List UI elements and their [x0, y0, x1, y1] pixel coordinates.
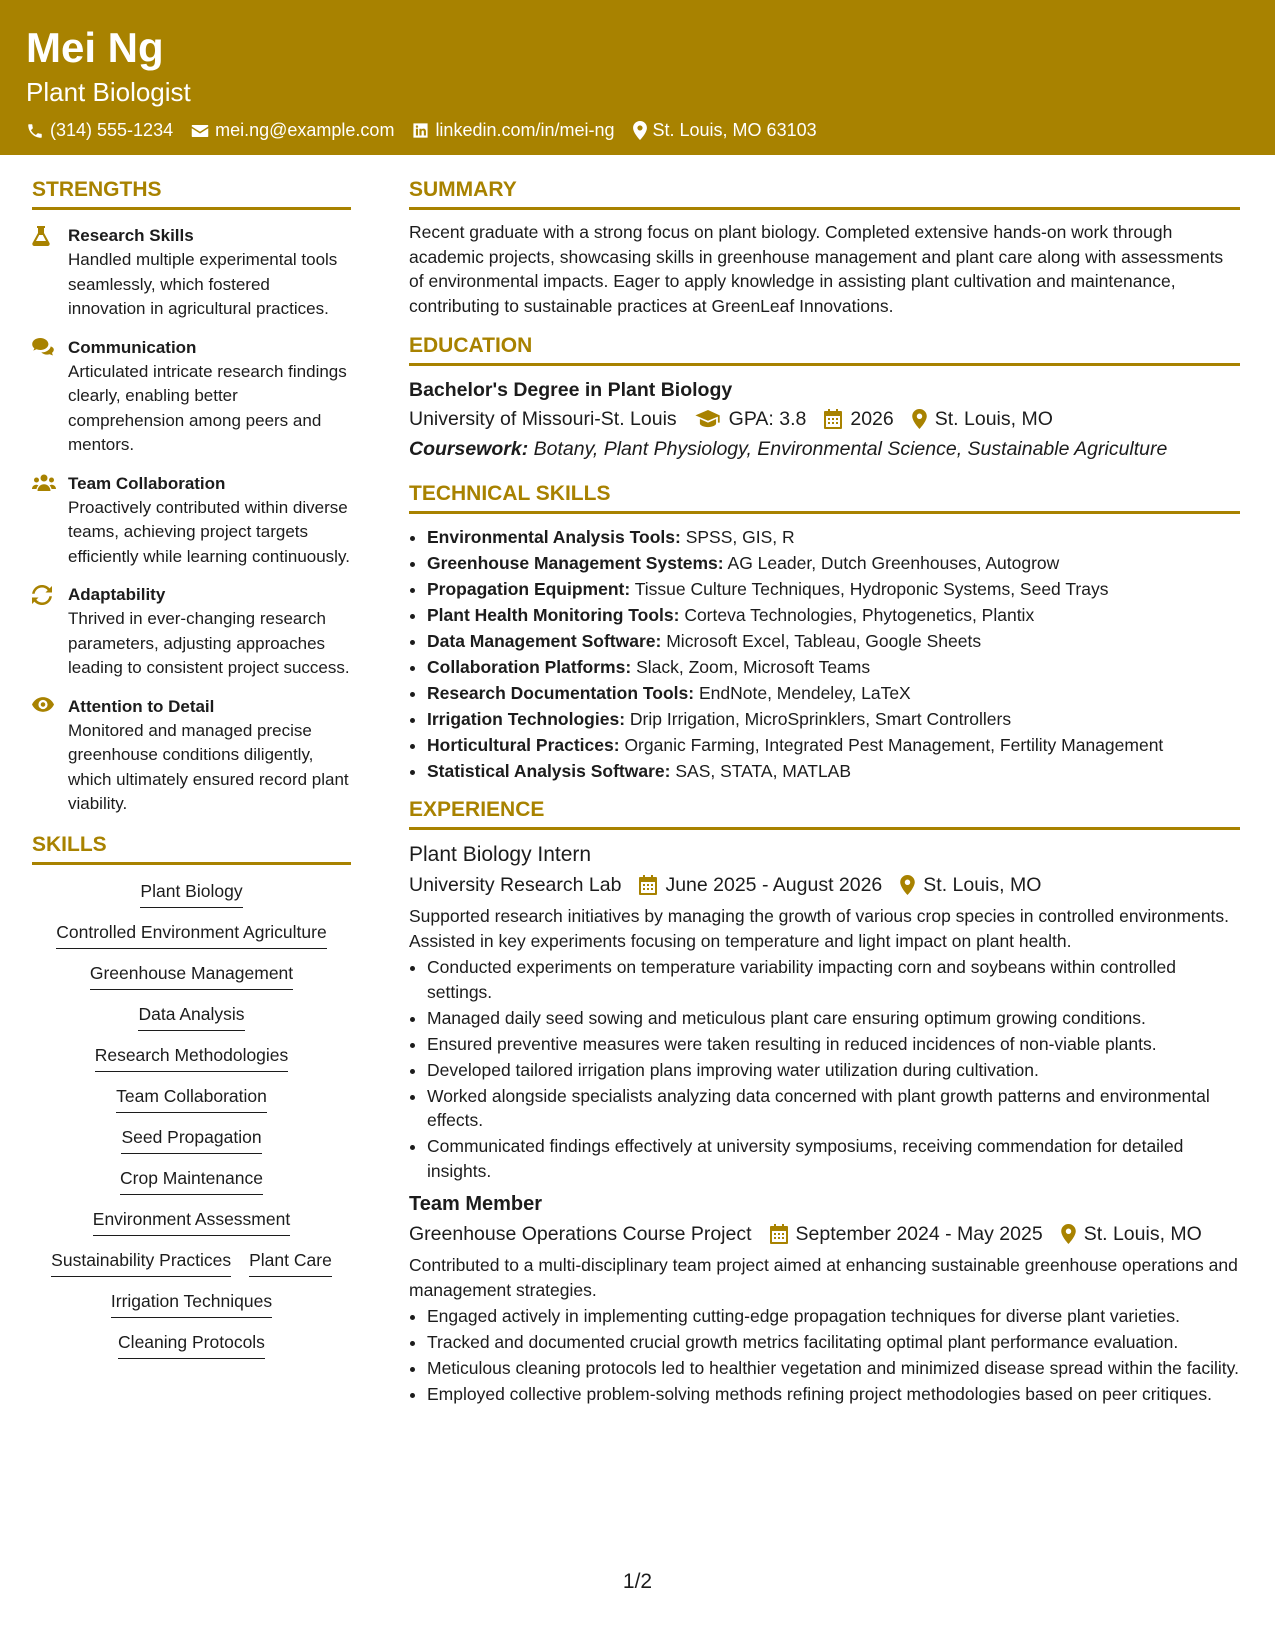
- strength-title: Team Collaboration: [68, 473, 226, 493]
- strength-title: Adaptability: [68, 585, 166, 604]
- skills-heading: SKILLS: [32, 833, 351, 865]
- list-item: [427, 732, 1240, 758]
- list-item: [427, 654, 1240, 680]
- coursework-label: Coursework:: [409, 438, 529, 460]
- users-icon: [32, 474, 56, 492]
- strengths-heading: STRENGTHS: [32, 178, 351, 210]
- tech-label: Data Management Software:: [427, 631, 662, 651]
- list-item: • Employed collective problem-solving methods refining project methodologies based on peer critiques.: [427, 1382, 1240, 1407]
- tech-label: Propagation Equipment:: [427, 579, 631, 599]
- tech-label: Greenhouse Management Systems:: [427, 553, 724, 573]
- tech-value: Microsoft Excel, Tableau, Google Sheets: [666, 631, 982, 651]
- edu-location-text: St. Louis, MO: [934, 408, 1053, 430]
- skill-tag: Research Methodologies: [95, 1043, 289, 1072]
- tech-label: Statistical Analysis Software:: [427, 761, 671, 781]
- list-item: • Managed daily seed sowing and meticulous plant care ensuring optimum growing conditions.: [427, 1006, 1240, 1031]
- list-item: • Meticulous cleaning protocols led to healthier vegetation and minimized disease spread within the facility.: [427, 1356, 1240, 1381]
- experience-entry: [409, 840, 1240, 1183]
- technical-skills-list: [409, 524, 1240, 784]
- gpa-item: [695, 404, 807, 434]
- skill-tag: Controlled Environment Agriculture: [56, 920, 326, 949]
- candidate-name: Mei Ng: [26, 24, 164, 71]
- list-item: [427, 524, 1240, 550]
- tech-label: Horticultural Practices:: [427, 735, 620, 755]
- skill-tag: Cleaning Protocols: [118, 1330, 265, 1359]
- list-item: [427, 706, 1240, 732]
- job-summary: Contributed to a multi-disciplinary team project aimed at enhancing sustainable greenhouse operations and management strategies.: [409, 1255, 1238, 1300]
- tech-label: Environmental Analysis Tools:: [427, 527, 681, 547]
- list-item: • Worked alongside specialists analyzing data concerned with plant growth patterns and environmental effects.: [427, 1084, 1240, 1133]
- map-marker-icon: [912, 409, 927, 429]
- map-marker-icon: [900, 875, 915, 895]
- strength-item: [32, 583, 351, 681]
- job-bullets: [409, 1304, 1240, 1407]
- tech-value: SAS, STATA, MATLAB: [675, 761, 852, 781]
- job-title: Plant Biology Intern: [409, 843, 592, 866]
- tech-value: Tissue Culture Techniques, Hydroponic Systems, Seed Trays: [634, 579, 1109, 599]
- job-location-item: [1061, 1219, 1202, 1249]
- strength-item: [32, 472, 351, 570]
- page-number: 1/2: [622, 1570, 653, 1593]
- coursework-line: [409, 434, 1240, 464]
- tech-value: Drip Irrigation, MicroSprinklers, Smart Controllers: [629, 709, 1012, 729]
- map-marker-icon: [1061, 1224, 1076, 1244]
- job-location-item: [900, 870, 1041, 900]
- comments-icon: [32, 338, 54, 356]
- job-location: St. Louis, MO: [1083, 1223, 1202, 1245]
- strength-title: Attention to Detail: [68, 696, 215, 716]
- calendar-icon: [770, 1224, 788, 1244]
- sync-icon: [32, 585, 52, 605]
- job-meta: [409, 870, 1240, 900]
- strength-desc: Proactively contributed within diverse teams, achieving project targets efficiently while learning continuously.: [68, 497, 350, 566]
- degree-title: Bachelor's Degree in Plant Biology: [409, 379, 733, 401]
- strengths-list: [32, 220, 351, 817]
- linkedin-icon: [412, 122, 429, 139]
- envelope-icon: [191, 123, 209, 139]
- job-dates-item: [770, 1219, 1043, 1249]
- job-summary: Supported research initiatives by managing the growth of various crop species in controlled environments. Assisted in key experiments focusing on temperature and light impact on plant health.: [409, 906, 1230, 951]
- strength-desc: Monitored and managed precise greenhouse conditions diligently, which ultimately ensured record plant viability.: [68, 720, 349, 813]
- job-dates: June 2025 - August 2026: [665, 874, 883, 896]
- skill-tag: Environment Assessment: [93, 1207, 290, 1236]
- tech-value: Slack, Zoom, Microsoft Teams: [636, 657, 871, 677]
- experience-entry: [409, 1189, 1240, 1407]
- skill-tag: Plant Care: [249, 1248, 332, 1277]
- phone-icon: [26, 122, 44, 140]
- job-org: Greenhouse Operations Course Project: [409, 1223, 752, 1245]
- strength-desc: Articulated intricate research findings clearly, enabling better comprehension among peers and mentors.: [68, 361, 347, 454]
- year-text: 2026: [850, 408, 894, 430]
- right-column: [409, 178, 1240, 1408]
- map-marker-icon: [633, 121, 647, 140]
- list-item: [427, 758, 1240, 784]
- job-dates-item: [639, 870, 882, 900]
- tech-value: AG Leader, Dutch Greenhouses, Autogrow: [727, 553, 1060, 573]
- strength-desc: Thrived in ever-changing research parameters, adjusting approaches leading to consistent project success.: [68, 609, 350, 677]
- list-item: • Engaged actively in implementing cutting-edge propagation techniques for diverse plant varieties.: [427, 1304, 1240, 1329]
- skill-tag: Crop Maintenance: [120, 1166, 263, 1195]
- calendar-icon: [824, 409, 842, 429]
- graduation-cap-icon: [695, 410, 721, 428]
- left-column: [32, 178, 351, 1359]
- resume-header: [0, 0, 1275, 155]
- skill-tag: Team Collaboration: [116, 1084, 267, 1113]
- coursework-text: Botany, Plant Physiology, Environmental Science, Sustainable Agriculture: [533, 438, 1168, 460]
- experience-heading: EXPERIENCE: [409, 798, 1240, 830]
- contact-bar: [26, 120, 1249, 141]
- contact-email[interactable]: [191, 120, 394, 141]
- list-item: [427, 602, 1240, 628]
- education-heading: EDUCATION: [409, 334, 1240, 366]
- list-item: • Communicated findings effectively at university symposiums, receiving commendation for detailed insights.: [427, 1134, 1240, 1183]
- edu-location-item: [912, 404, 1053, 434]
- tech-label: Research Documentation Tools:: [427, 683, 695, 703]
- strength-item: [32, 336, 351, 458]
- strength-title: Communication: [68, 337, 197, 357]
- linkedin-text: linkedin.com/in/mei-ng: [435, 120, 615, 140]
- tech-value: Organic Farming, Integrated Pest Management, Fertility Management: [624, 735, 1164, 755]
- contact-linkedin[interactable]: [412, 120, 614, 141]
- technical-skills-heading: TECHNICAL SKILLS: [409, 482, 1240, 514]
- candidate-title: Plant Biologist: [26, 77, 191, 107]
- calendar-icon: [639, 875, 657, 895]
- strength-title: Research Skills: [68, 226, 194, 245]
- tech-value: SPSS, GIS, R: [685, 527, 795, 547]
- list-item: [427, 680, 1240, 706]
- strength-item: [32, 224, 351, 322]
- skill-tag: Irrigation Techniques: [111, 1289, 272, 1318]
- job-meta: [409, 1219, 1240, 1249]
- job-location: St. Louis, MO: [923, 874, 1042, 896]
- list-item: • Developed tailored irrigation plans improving water utilization during cultivation.: [427, 1058, 1240, 1083]
- list-item: • Ensured preventive measures were taken resulting in reduced incidences of non-viable plants.: [427, 1032, 1240, 1057]
- email-text: mei.ng@example.com: [215, 120, 395, 140]
- skill-tag: Plant Biology: [140, 879, 242, 908]
- contact-phone[interactable]: [26, 120, 173, 141]
- school-name: University of Missouri-St. Louis: [409, 408, 677, 430]
- location-text: St. Louis, MO 63103: [652, 120, 817, 140]
- phone-text: (314) 555-1234: [50, 120, 174, 140]
- list-item: • Conducted experiments on temperature variability impacting corn and soybeans within controlled settings.: [427, 955, 1240, 1004]
- education-meta: [409, 404, 1240, 434]
- flask-icon: [32, 226, 50, 246]
- summary-heading: SUMMARY: [409, 178, 1240, 210]
- tech-label: Irrigation Technologies:: [427, 709, 626, 729]
- gpa-text: GPA: 3.8: [728, 408, 807, 430]
- job-bullets: [409, 955, 1240, 1183]
- skill-tag: Data Analysis: [138, 1002, 244, 1031]
- contact-location: [633, 120, 817, 141]
- list-item: [427, 628, 1240, 654]
- eye-icon: [32, 697, 54, 712]
- tech-value: EndNote, Mendeley, LaTeX: [698, 683, 911, 703]
- strength-desc: Handled multiple experimental tools seamlessly, which fostered innovation in agricultural practices.: [68, 250, 338, 318]
- job-dates: September 2024 - May 2025: [795, 1223, 1043, 1245]
- tech-value: Corteva Technologies, Phytogenetics, Plantix: [684, 605, 1035, 625]
- tech-label: Collaboration Platforms:: [427, 657, 632, 677]
- skill-tag: Seed Propagation: [121, 1125, 261, 1154]
- list-item: [427, 550, 1240, 576]
- tech-label: Plant Health Monitoring Tools:: [427, 605, 680, 625]
- list-item: [427, 576, 1240, 602]
- skill-tag: Sustainability Practices: [51, 1248, 231, 1277]
- job-title: Team Member: [409, 1193, 543, 1215]
- job-org: University Research Lab: [409, 874, 622, 896]
- skill-tag: Greenhouse Management: [90, 961, 293, 990]
- strength-item: [32, 695, 351, 817]
- skills-list: [32, 875, 351, 1359]
- list-item: • Tracked and documented crucial growth metrics facilitating optimal plant performance evaluation.: [427, 1330, 1240, 1355]
- year-item: [824, 404, 893, 434]
- summary-text: Recent graduate with a strong focus on plant biology. Completed extensive hands-on work through academic projects, showcasing skills in greenhouse management and plant care along with assessments of environmental impacts. Eager to apply knowledge in assisting plant cultivation and maintenance, contributing to sustainable practices at GreenLeaf Innovations.: [409, 222, 1224, 316]
